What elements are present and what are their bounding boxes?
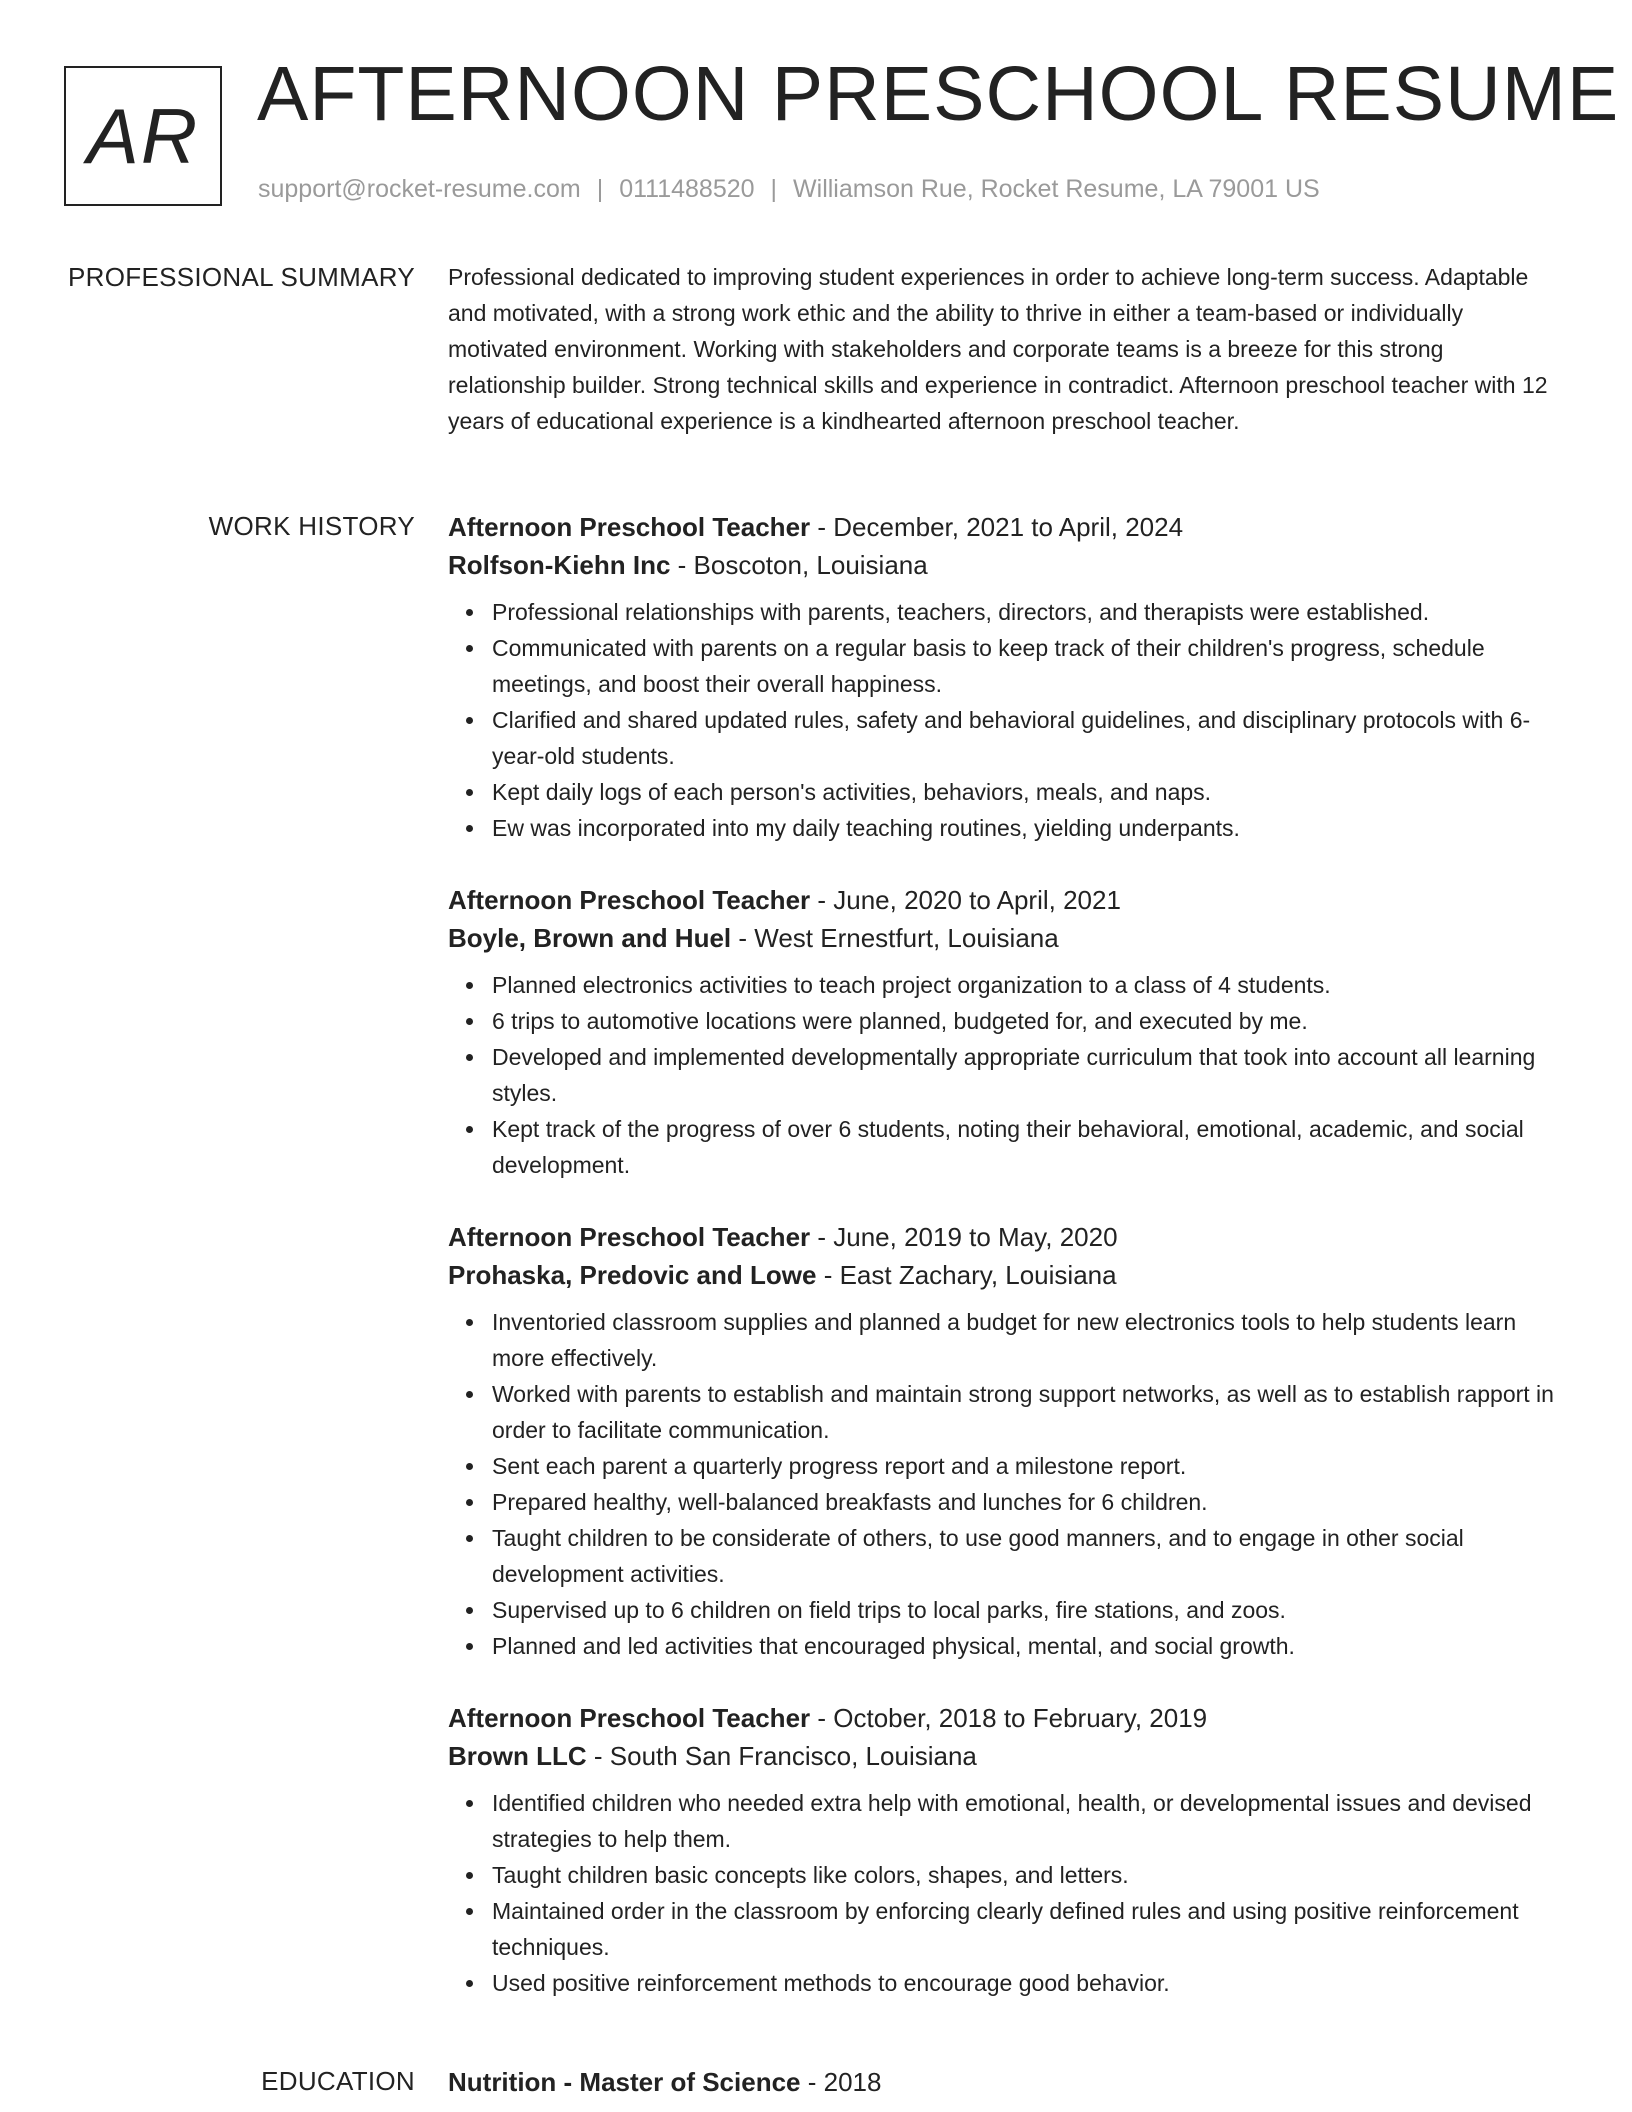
contact-phone: 0111488520 [619, 175, 755, 203]
job-bullet-list [448, 1304, 1566, 1664]
work-history-body [448, 508, 1566, 2036]
monogram-initials: AR [86, 92, 200, 180]
contact-address: Williamson Rue, Rocket Resume, LA 79001 US [793, 175, 1320, 203]
education-body [448, 2063, 1566, 2101]
job-company: Boyle, Brown and Huel [448, 923, 732, 953]
job-entry [448, 1699, 1566, 2001]
job-title: Afternoon Preschool Teacher [448, 1703, 811, 1733]
education-degree: Nutrition - Master of Science [448, 2067, 801, 2097]
job-title: Afternoon Preschool Teacher [448, 1222, 811, 1252]
job-company: Brown LLC [448, 1741, 587, 1771]
job-location: - South San Francisco, Louisiana [586, 1741, 977, 1771]
job-bullet: Maintained order in the classroom by enforcing clearly defined rules and using positive reinforcement techniques. [492, 1893, 1566, 1965]
job-title-line [448, 881, 1566, 919]
job-location: - East Zachary, Louisiana [816, 1260, 1117, 1290]
education-degree-line [448, 2063, 1566, 2101]
job-bullet: Inventoried classroom supplies and planned a budget for new electronics tools to help students learn more effectively. [492, 1304, 1566, 1376]
job-company: Rolfson-Kiehn Inc [448, 550, 671, 580]
job-bullet: Planned electronics activities to teach project organization to a class of 4 students. [492, 967, 1566, 1003]
education-year: - 2018 [800, 2067, 882, 2097]
job-bullet: Taught children basic concepts like colors, shapes, and letters. [492, 1857, 1566, 1893]
contact-email: support@rocket-resume.com [258, 175, 581, 203]
job-bullet-list [448, 1785, 1566, 2001]
job-company-line [448, 1256, 1566, 1294]
job-bullet-list [448, 594, 1566, 846]
job-bullet: Developed and implemented developmentally appropriate curriculum that took into account all learning styles. [492, 1039, 1566, 1111]
contact-separator: | [770, 175, 778, 203]
job-dates: - June, 2020 to April, 2021 [810, 885, 1121, 915]
job-company: Prohaska, Predovic and Lowe [448, 1260, 817, 1290]
job-bullet: Worked with parents to establish and maintain strong support networks, as well as to establish rapport in order to facilitate communication. [492, 1376, 1566, 1448]
job-bullet: Used positive reinforcement methods to encourage good behavior. [492, 1965, 1566, 2001]
job-entry [448, 881, 1566, 1183]
job-company-line [448, 919, 1566, 957]
job-title: Afternoon Preschool Teacher [448, 885, 811, 915]
job-bullet-list [448, 967, 1566, 1183]
job-entry [448, 508, 1566, 846]
job-bullet: Communicated with parents on a regular basis to keep track of their children's progress, schedule meetings, and boost their overall happiness. [492, 630, 1566, 702]
job-bullet: Taught children to be considerate of others, to use good manners, and to engage in other social development activities. [492, 1520, 1566, 1592]
job-dates: - June, 2019 to May, 2020 [810, 1222, 1118, 1252]
summary-body [448, 259, 1566, 439]
job-company-line [448, 1737, 1566, 1775]
contact-line [258, 175, 1320, 204]
job-bullet: Ew was incorporated into my daily teaching routines, yielding underpants. [492, 810, 1566, 846]
job-bullet: Kept track of the progress of over 6 students, noting their behavioral, emotional, academic, and social development. [492, 1111, 1566, 1183]
job-bullet: Supervised up to 6 children on field trips to local parks, fire stations, and zoos. [492, 1592, 1566, 1628]
job-company-line [448, 546, 1566, 584]
job-bullet: Sent each parent a quarterly progress report and a milestone report. [492, 1448, 1566, 1484]
job-title-line [448, 1218, 1566, 1256]
job-title-line [448, 1699, 1566, 1737]
job-location: - Boscoton, Louisiana [670, 550, 928, 580]
job-bullet: Professional relationships with parents, teachers, directors, and therapists were established. [492, 594, 1566, 630]
resume-title: AFTERNOON PRESCHOOL RESUME [257, 51, 1620, 137]
job-bullet: Kept daily logs of each person's activities, behaviors, meals, and naps. [492, 774, 1566, 810]
job-title: Afternoon Preschool Teacher [448, 512, 811, 542]
job-bullet: 6 trips to automotive locations were planned, budgeted for, and executed by me. [492, 1003, 1566, 1039]
job-bullet: Identified children who needed extra help with emotional, health, or developmental issues and devised strategies to help them. [492, 1785, 1566, 1857]
work-history-heading: WORK HISTORY [208, 511, 415, 541]
job-bullet: Planned and led activities that encouraged physical, mental, and social growth. [492, 1628, 1566, 1664]
job-bullet: Prepared healthy, well-balanced breakfasts and lunches for 6 children. [492, 1484, 1566, 1520]
job-dates: - December, 2021 to April, 2024 [810, 512, 1184, 542]
job-dates: - October, 2018 to February, 2019 [810, 1703, 1208, 1733]
education-heading: EDUCATION [261, 2066, 415, 2096]
summary-text: Professional dedicated to improving student experiences in order to achieve long-term success. Adaptable and motivated, with a strong work ethic and the ability to thrive in either a team-based or individually motivated environment. Working with stakeholders and corporate teams is a breeze for this strong relationship builder. Strong technical skills and experience in contradict. Afternoon preschool teacher with 12 years of educational experience is a kindhearted afternoon preschool teacher. [448, 264, 1548, 434]
job-title-line [448, 508, 1566, 546]
job-location: - West Ernestfurt, Louisiana [731, 923, 1059, 953]
job-bullet: Clarified and shared updated rules, safety and behavioral guidelines, and disciplinary protocols with 6-year-old students. [492, 702, 1566, 774]
contact-separator: | [596, 175, 604, 203]
summary-heading: PROFESSIONAL SUMMARY [68, 262, 415, 292]
monogram-box [64, 66, 222, 206]
job-entry [448, 1218, 1566, 1664]
